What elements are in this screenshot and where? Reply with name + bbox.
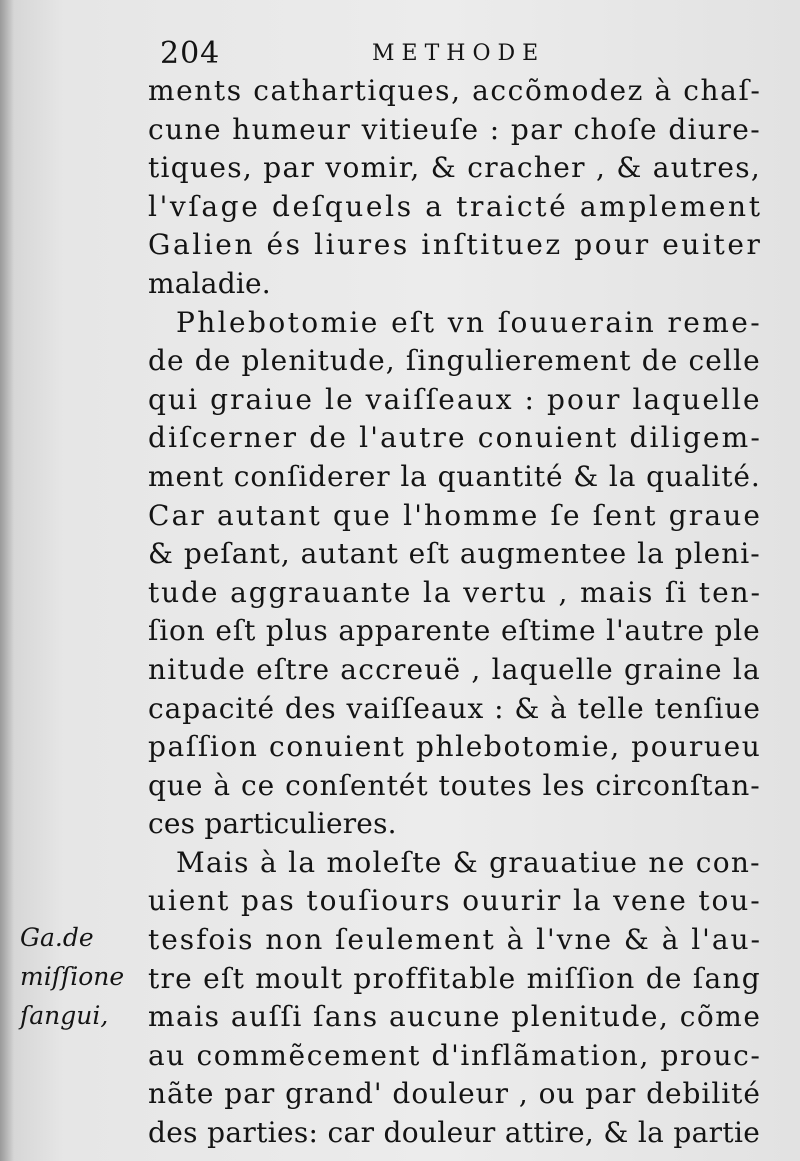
text-line: tre eſt moult proffitable miſſion de ſang bbox=[148, 961, 761, 995]
text-line: nitude eſtre accreuë , laquelle graine la bbox=[148, 652, 761, 686]
text-line: que à ce conſentét toutes les circonſtan- bbox=[148, 768, 761, 802]
margin-note-line: ſangui, bbox=[20, 1001, 109, 1030]
text-line: au commẽcement d'inflãmation, prouc- bbox=[148, 1038, 762, 1072]
body-text bbox=[148, 72, 768, 1153]
text-line: l'vſage deſquels a traicté amplement bbox=[148, 189, 763, 223]
text-line: ments cathartiques, accõmodez à chaſ- bbox=[148, 74, 762, 107]
margin-note-line: miſſione bbox=[20, 962, 125, 991]
text-line: ces particulieres. bbox=[148, 807, 397, 841]
text-line: mais auſſi ſans aucune plenitude, cõme bbox=[148, 1000, 762, 1034]
page-number: 204 bbox=[160, 36, 221, 71]
text-line: nãte par grand' douleur , ou par debilité bbox=[148, 1077, 761, 1111]
text-line: diſcerner de l'autre conuient diligem- bbox=[148, 421, 762, 455]
text-line: uient pas touſiours ouurir la vene tou- bbox=[148, 884, 762, 918]
text-line: de de plenitude, ſingulierement de celle bbox=[148, 344, 761, 378]
text-line: maladie. bbox=[148, 266, 271, 300]
running-title: METHODE bbox=[372, 41, 546, 66]
text-line: Mais à la moleſte & grauatiue ne con- bbox=[176, 845, 761, 879]
text-line: qui graiue le vaiſſeaux : pour laquelle bbox=[148, 382, 762, 416]
text-line: ſion eſt plus apparente eſtime l'autre ple bbox=[148, 614, 761, 648]
text-line: ment conſiderer la quantité & la qualité. bbox=[148, 459, 761, 493]
text-line: des parties: car douleur attire, & la partie bbox=[148, 1116, 761, 1150]
text-line: Galien és liures inſtituez pour euiter bbox=[148, 228, 763, 262]
text-line: Phlebotomie eſt vn ſouuerain reme- bbox=[176, 305, 763, 339]
text-line: tude aggrauante la vertu , mais ſi ten- bbox=[148, 575, 762, 609]
text-line: tesfois non ſeulement à l'vne & à l'au- bbox=[148, 923, 762, 957]
text-line: cune humeur vitieuſe : par choſe diure- bbox=[148, 112, 762, 146]
text-line: tiques, par vomir, & cracher , & autres, bbox=[148, 151, 762, 185]
text-line: capacité des vaiſſeaux : & à telle tenſiue bbox=[148, 691, 761, 725]
page-header bbox=[160, 34, 760, 74]
margin-note bbox=[20, 918, 150, 1035]
margin-note-line: Ga.de bbox=[20, 923, 94, 952]
text-line: Car autant que l'homme ſe ſent graue bbox=[148, 498, 763, 532]
text-line: & peſant, autant eſt augmentee la pleni- bbox=[148, 537, 761, 571]
text-line: paſſion conuient phlebotomie, pourueu bbox=[148, 730, 762, 764]
